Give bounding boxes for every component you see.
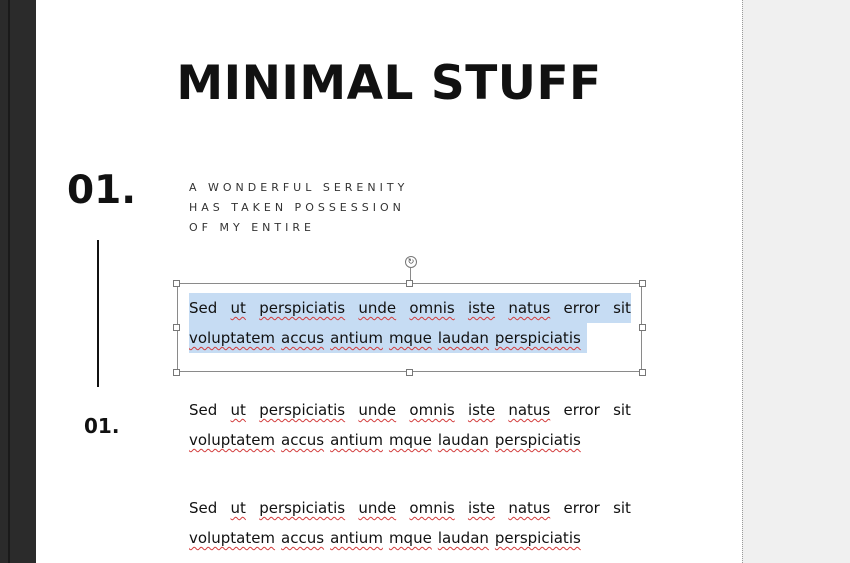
word: error (563, 299, 600, 317)
word: antium (330, 529, 383, 547)
word: sit (613, 499, 631, 517)
pasteboard-area[interactable] (742, 0, 850, 563)
word: perspiciatis (259, 401, 346, 419)
word: ut (230, 401, 246, 419)
word: error (563, 499, 600, 517)
resize-handle-top-left[interactable] (173, 280, 180, 287)
word: perspiciatis (494, 529, 581, 547)
word: error (563, 401, 600, 419)
word: sit (613, 401, 631, 419)
word: natus (508, 499, 551, 517)
paragraph[interactable] (189, 493, 631, 553)
word: antium (330, 329, 383, 347)
word: omnis (409, 401, 455, 419)
subtitle-line: A WONDERFUL SERENITY (189, 181, 409, 194)
subtitle-block (189, 178, 408, 238)
word: mque (388, 329, 432, 347)
word: voluptatem (189, 431, 276, 449)
word: laudan (437, 329, 489, 347)
word: perspiciatis (494, 329, 581, 347)
text-line (189, 395, 631, 425)
selected-paragraph[interactable] (189, 293, 631, 353)
word: unde (358, 401, 397, 419)
word: accus (281, 529, 325, 547)
word: perspiciatis (259, 499, 346, 517)
subtitle-line: OF MY ENTIRE (189, 221, 315, 234)
resize-handle-right[interactable] (639, 324, 646, 331)
word: ut (230, 499, 246, 517)
resize-handle-bottom-left[interactable] (173, 369, 180, 376)
resize-handle-bottom-right[interactable] (639, 369, 646, 376)
resize-handle-bottom[interactable] (406, 369, 413, 376)
rotate-icon[interactable]: ↻ (405, 256, 417, 268)
resize-handle-left[interactable] (173, 324, 180, 331)
word: mque (388, 431, 432, 449)
word: Sed (189, 401, 218, 419)
text-line (189, 523, 631, 553)
word: Sed (189, 299, 218, 317)
word: iste (467, 299, 496, 317)
word: omnis (409, 299, 455, 317)
paragraph[interactable] (189, 395, 631, 455)
word: voluptatem (189, 529, 276, 547)
word: accus (281, 329, 325, 347)
page-title: MINIMAL STUFF (176, 56, 602, 111)
word: sit (613, 299, 631, 317)
document-page[interactable] (36, 0, 742, 563)
word: natus (508, 401, 551, 419)
word: unde (358, 299, 397, 317)
word: accus (281, 431, 325, 449)
word: unde (358, 499, 397, 517)
word: Sed (189, 499, 218, 517)
word: ut (230, 299, 246, 317)
word: voluptatem (189, 329, 276, 347)
text-line (189, 293, 631, 323)
subtitle-line: HAS TAKEN POSSESSION (189, 201, 405, 214)
word: natus (508, 299, 551, 317)
left-panel-edge (0, 0, 36, 563)
panel-divider (8, 0, 10, 563)
section-number-large: 01. (67, 168, 137, 213)
word: laudan (437, 529, 489, 547)
vertical-rule (97, 240, 99, 387)
resize-handle-top[interactable] (406, 280, 413, 287)
text-line (189, 493, 631, 523)
word: perspiciatis (259, 299, 346, 317)
text-line (189, 425, 631, 455)
word: mque (388, 529, 432, 547)
word: antium (330, 431, 383, 449)
word: perspiciatis (494, 431, 581, 449)
word: iste (467, 401, 496, 419)
word: omnis (409, 499, 455, 517)
word: laudan (437, 431, 489, 449)
text-line (189, 323, 587, 353)
resize-handle-top-right[interactable] (639, 280, 646, 287)
word: iste (467, 499, 496, 517)
section-number-small: 01. (84, 414, 120, 438)
